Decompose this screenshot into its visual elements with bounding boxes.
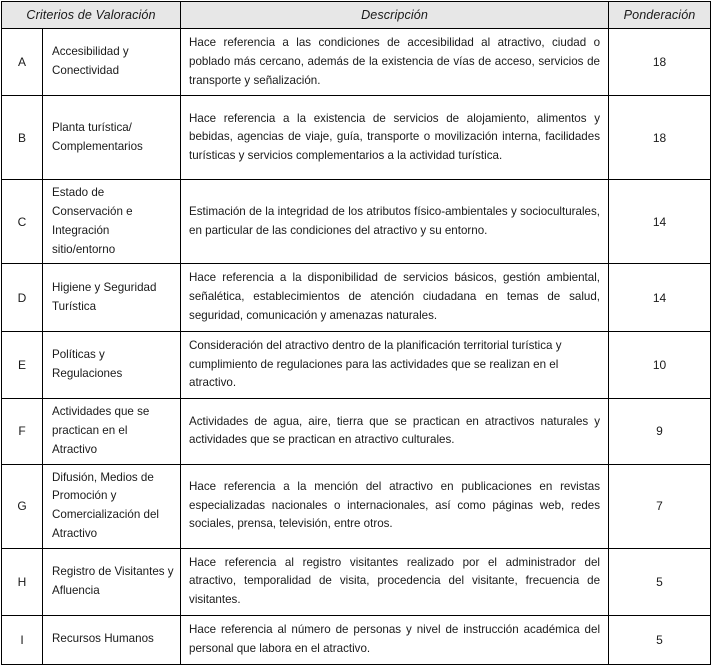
row-letter: A	[2, 29, 43, 96]
row-description: Hace referencia a la disponibilidad de servicios básicos, gestión ambiental, señalética, establecimientos de atención ciudadana en temas de salud, seguridad, comunicación y amenazas naturales.	[181, 264, 609, 331]
table-row	[2, 96, 711, 180]
row-letter: D	[2, 264, 43, 331]
row-description: Hace referencia a las condiciones de accesibilidad al atractivo, ciudad o poblado más cercano, además de la existencia de vías de acceso, servicios de transporte y señalización.	[181, 29, 609, 96]
table-header	[2, 2, 711, 29]
row-description: Hace referencia al registro visitantes realizado por el administrador del atractivo, temporalidad de visita, procedencia del visitante, frecuencia de visitantes.	[181, 548, 609, 615]
row-description: Actividades de agua, aire, tierra que se practican en atractivos naturales y actividades que se practican en atractivo culturales.	[181, 399, 609, 464]
row-description: Hace referencia a la existencia de servicios de alojamiento, alimentos y bebidas, agencias de viaje, guía, transporte o movilización interna, facilidades turísticas y servicios complementarios a la actividad turística.	[181, 96, 609, 180]
header-row	[2, 2, 711, 29]
table-row	[2, 615, 711, 664]
row-letter: G	[2, 464, 43, 548]
row-letter: B	[2, 96, 43, 180]
row-criteria: Registro de Visitantes y Afluencia	[43, 548, 181, 615]
row-criteria: Higiene y Seguridad Turística	[43, 264, 181, 331]
column-header-weight: Ponderación	[609, 2, 711, 29]
row-criteria: Accesibilidad y Conectividad	[43, 29, 181, 96]
row-letter: E	[2, 331, 43, 398]
table-row	[2, 29, 711, 96]
table-row	[2, 464, 711, 548]
row-weight: 18	[609, 96, 711, 180]
row-weight: 14	[609, 264, 711, 331]
row-weight: 5	[609, 615, 711, 664]
valuation-criteria-table	[1, 1, 711, 665]
row-weight: 7	[609, 464, 711, 548]
row-criteria: Estado de Conservación e Integración sitio/entorno	[43, 180, 181, 264]
column-header-criteria: Criterios de Valoración	[2, 2, 181, 29]
row-letter: H	[2, 548, 43, 615]
row-criteria: Actividades que se practican en el Atractivo	[43, 399, 181, 464]
table-row	[2, 399, 711, 464]
row-weight: 10	[609, 331, 711, 398]
criteria-table-container	[0, 1, 712, 665]
row-description: Hace referencia a la mención del atractivo en publicaciones en revistas especializadas nacionales o internacionales, así como páginas web, redes sociales, prensa, televisión, entre otros.	[181, 464, 609, 548]
row-letter: F	[2, 399, 43, 464]
row-criteria: Políticas y Regulaciones	[43, 331, 181, 398]
row-description: Estimación de la integridad de los atributos físico-ambientales y socioculturales, en particular de las condiciones del atractivo y su entorno.	[181, 180, 609, 264]
row-criteria: Planta turística/ Complementarios	[43, 96, 181, 180]
row-criteria: Difusión, Medios de Promoción y Comercialización del Atractivo	[43, 464, 181, 548]
table-row	[2, 180, 711, 264]
table-body	[2, 29, 711, 665]
table-row	[2, 548, 711, 615]
row-weight: 14	[609, 180, 711, 264]
table-row	[2, 264, 711, 331]
row-criteria: Recursos Humanos	[43, 615, 181, 664]
row-weight: 5	[609, 548, 711, 615]
row-letter: C	[2, 180, 43, 264]
row-weight: 18	[609, 29, 711, 96]
row-description: Consideración del atractivo dentro de la planificación territorial turística y cumplimiento de regulaciones para las actividades que se realizan en el atractivo.	[181, 331, 609, 398]
table-row	[2, 331, 711, 398]
row-weight: 9	[609, 399, 711, 464]
row-description: Hace referencia al número de personas y nivel de instrucción académica del personal que labora en el atractivo.	[181, 615, 609, 664]
column-header-description: Descripción	[181, 2, 609, 29]
row-letter: I	[2, 615, 43, 664]
